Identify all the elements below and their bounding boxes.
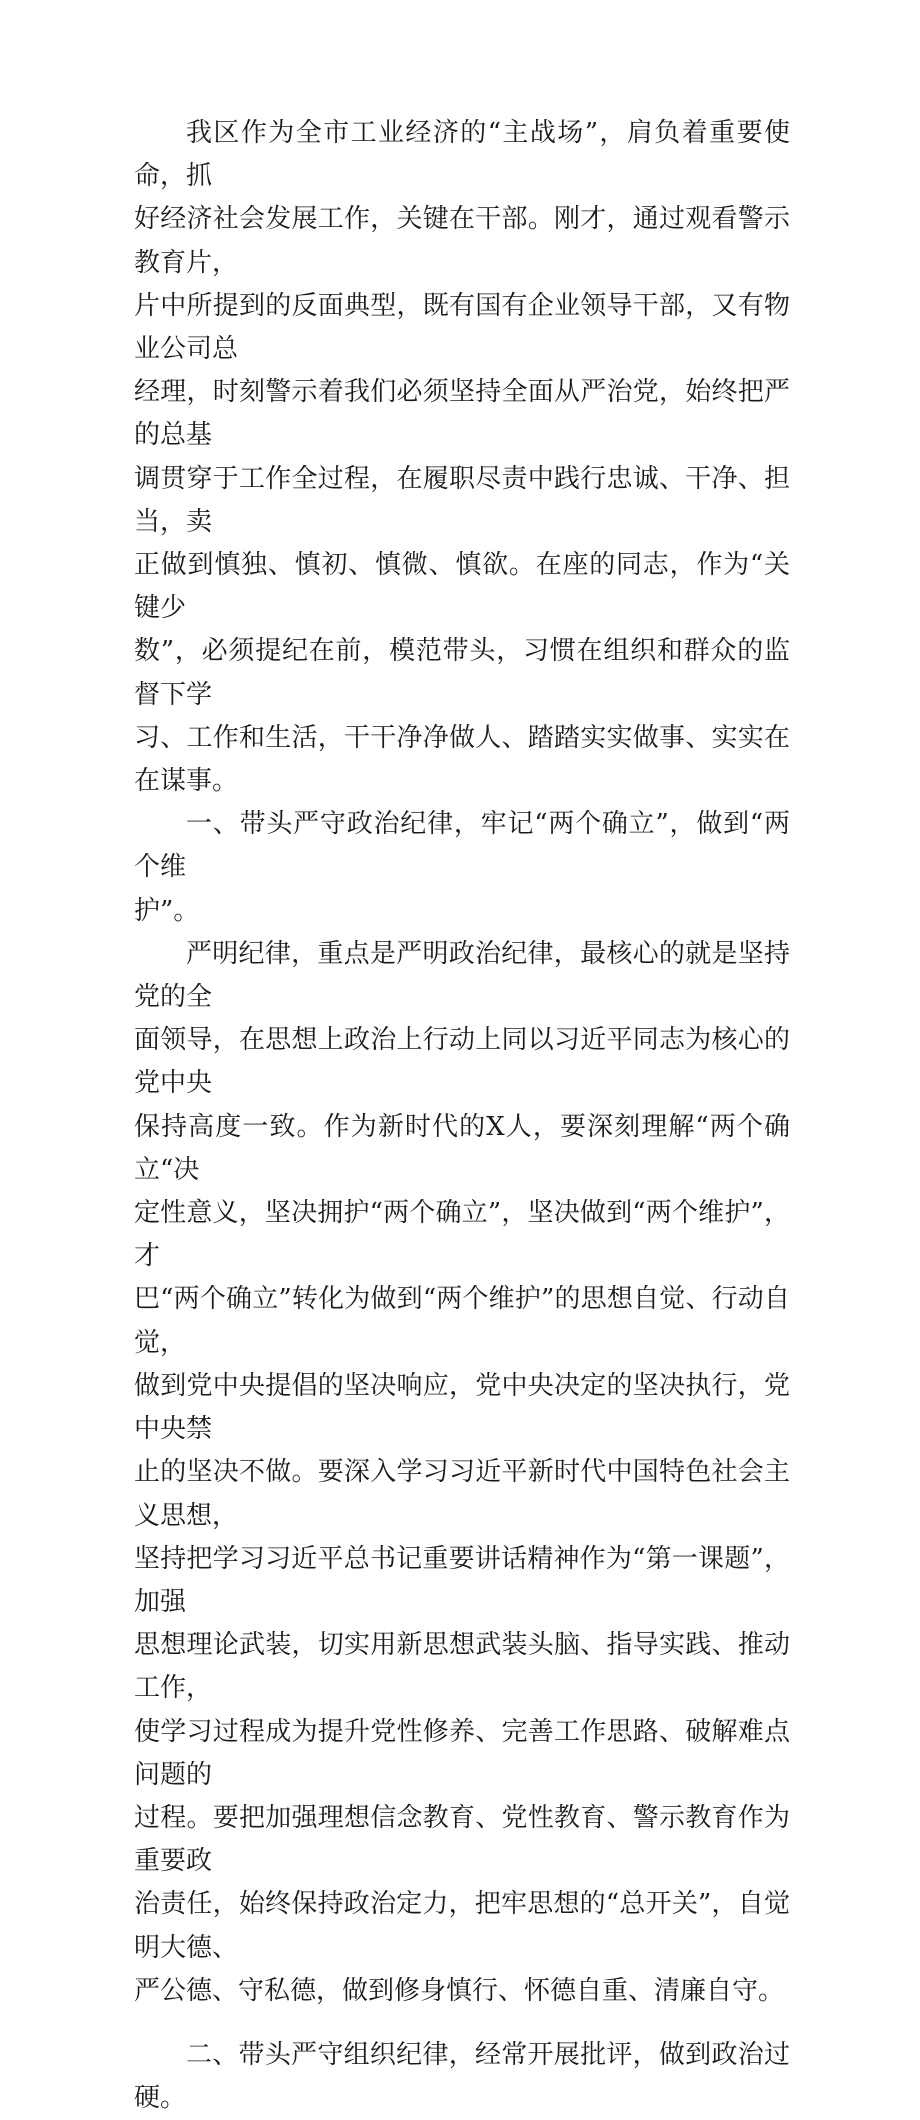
document-body xyxy=(134,112,790,2120)
section-heading-political-discipline: 一、带头严守政治纪律，牢记“两个确立”，做到“两个维 护”。 xyxy=(134,809,790,926)
body-paragraph-political-discipline: 严明纪律，重点是严明政治纪律，最核心的就是坚持党的全 面领导，在思想上政治上行动上同以习近平同志为核心的党中央 保持高度一致。作为新时代的X人，要深刻理解“两个确立“决 定性意义，坚决拥护“两个确立”，坚决做到“两个维护”，才 巴“两个确立”转化为做到“两个维护”的思想自觉、行动自觉， 做到党中央提倡的坚决响应，党中央决定的坚决执行，党中央禁 止的坚决不做。要深入学习习近平新时代中国特色社会主义思想， 坚持把学习习近平总书记重要讲话精神作为“第一课题”，加强 思想理论武装，切实用新思想武装头脑、指导实践、推动工作， 使学习过程成为提升党性修养、完善工作思路、破解难点问题的 过程。要把加强理想信念教育、党性教育、警示教育作为重要政 治责任，始终保持政治定力，把牢思想的“总开关”，自觉明大德、 严公德、守私德，做到修身慎行、怀德自重、清廉自守。 xyxy=(134,938,790,2006)
section-heading-organizational-discipline: 二、带头严守组织纪律，经常开展批评，做到政治过硬。 xyxy=(134,2039,790,2114)
intro-paragraph: 我区作为全市工业经济的“主战场”，肩负着重要使命，抓 好经济社会发展工作，关键在干部。刚才，通过观看警示教育片， 片中所提到的反面典型，既有国有企业领导干部，又有物业公司总 经理，时刻警示着我们必须坚持全面从严治党，始终把严的总基 调贯穿于工作全过程，在履职尽责中践行忠诚、干净、担当，卖 正做到慎独、慎初、慎微、慎欲。在座的同志，作为“关键少 数”，必须提纪在前，模范带头，习惯在组织和群众的监督下学 习、工作和生活，干干净净做人、踏踏实实做事、实实在在谋事。 xyxy=(134,118,790,797)
